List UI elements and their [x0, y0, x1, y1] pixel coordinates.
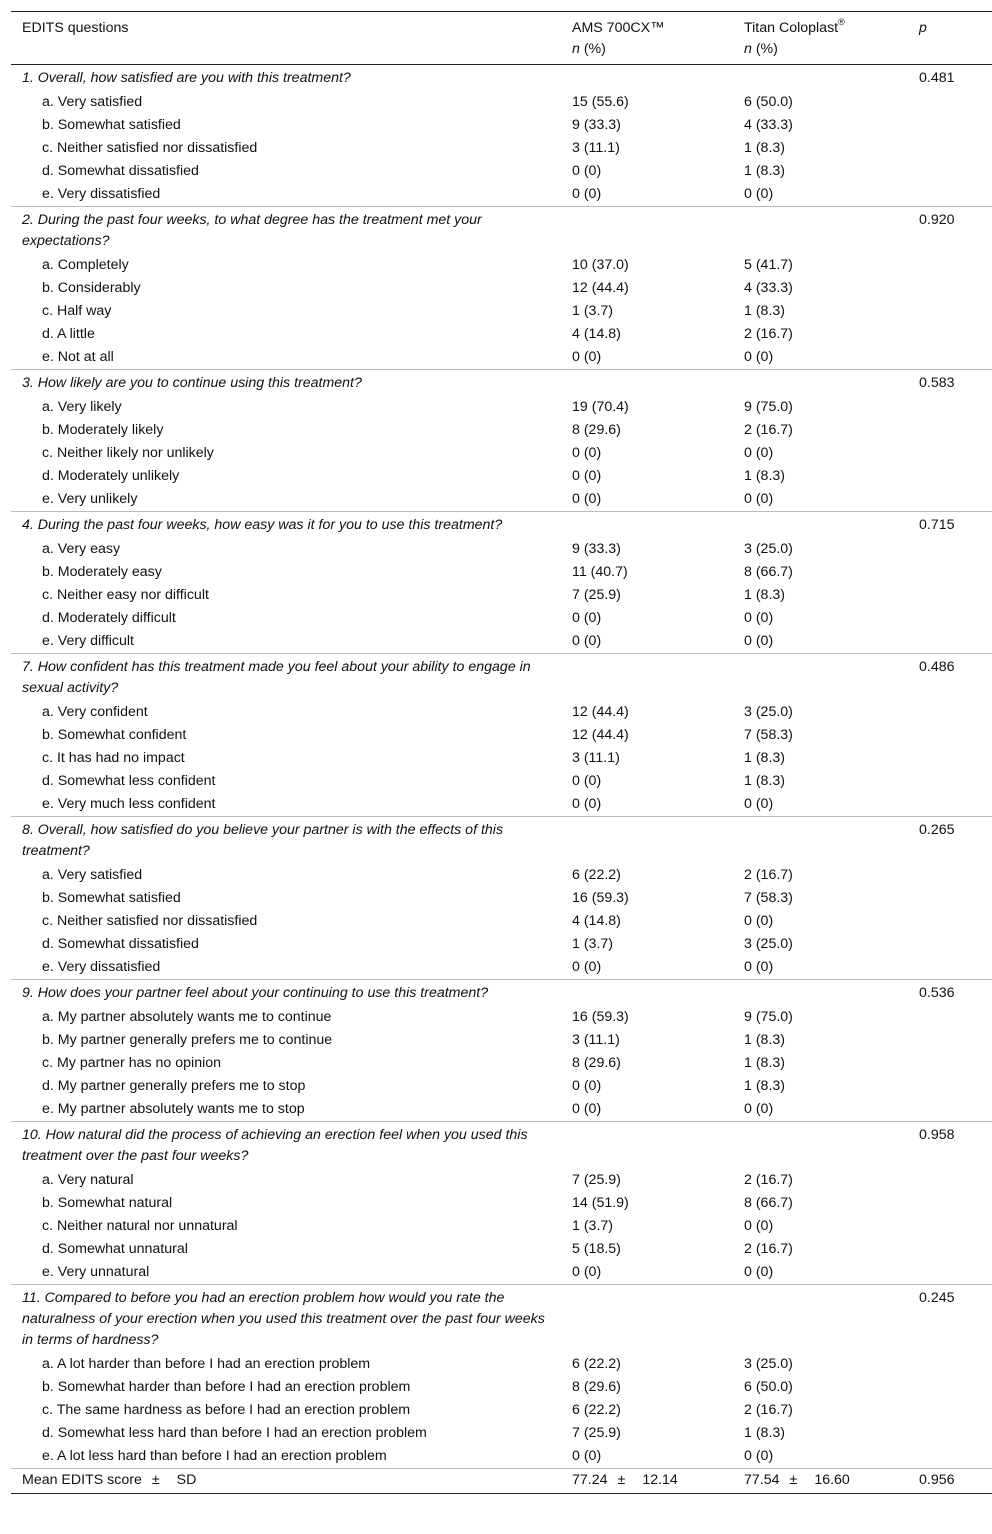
- option-ams-value: 6 (22.2): [572, 1402, 621, 1418]
- option-titan-value: 1 (8.3): [744, 1032, 786, 1048]
- question-row: [11, 654, 992, 702]
- option-row: [11, 1192, 992, 1215]
- option-label: d. A little: [42, 326, 95, 342]
- option-row: [11, 724, 992, 747]
- option-p-empty: [919, 254, 992, 277]
- option-label: d. My partner generally prefers me to stop: [42, 1078, 306, 1094]
- option-row: [11, 1075, 992, 1098]
- option-p-empty: [919, 561, 992, 584]
- option-p-empty: [919, 584, 992, 607]
- option-label: b. Somewhat natural: [42, 1195, 173, 1211]
- question-ams-empty: [572, 654, 744, 702]
- option-label: d. Moderately difficult: [42, 610, 176, 626]
- option-p-empty: [919, 1445, 992, 1469]
- table-footer: [11, 1469, 992, 1494]
- option-titan-value: 5 (41.7): [744, 257, 793, 273]
- option-p-empty: [919, 887, 992, 910]
- option-label: d. Somewhat unnatural: [42, 1241, 188, 1257]
- option-ams-value: 0 (0): [572, 1448, 602, 1464]
- option-ams-value: 0 (0): [572, 163, 602, 179]
- option-p-empty: [919, 1238, 992, 1261]
- option-label: d. Somewhat less hard than before I had an erection problem: [42, 1425, 427, 1441]
- option-row: [11, 910, 992, 933]
- option-titan-value: 0 (0): [744, 633, 774, 649]
- option-label: b. Somewhat satisfied: [42, 890, 181, 906]
- question-ams-empty: [572, 980, 744, 1007]
- option-titan-value: 0 (0): [744, 796, 774, 812]
- option-p-empty: [919, 1353, 992, 1376]
- option-row: [11, 465, 992, 488]
- option-ams-value: 19 (70.4): [572, 399, 629, 415]
- option-titan-value: 0 (0): [744, 959, 774, 975]
- option-titan-value: 1 (8.3): [744, 140, 786, 156]
- option-titan-value: 0 (0): [744, 349, 774, 365]
- option-p-empty: [919, 160, 992, 183]
- table-body: [11, 65, 992, 1469]
- option-label: c. My partner has no opinion: [42, 1055, 222, 1071]
- option-ams-value: 12 (44.4): [572, 727, 629, 743]
- option-row: [11, 91, 992, 114]
- header-p-value: p: [919, 20, 927, 36]
- option-titan-value: 0 (0): [744, 491, 774, 507]
- option-titan-value: 1 (8.3): [744, 163, 786, 179]
- edits-table: [11, 11, 992, 1494]
- option-ams-value: 8 (29.6): [572, 1379, 621, 1395]
- option-titan-value: 3 (25.0): [744, 704, 793, 720]
- option-label: c. Neither satisfied nor dissatisfied: [42, 140, 258, 156]
- question-p-value: 0.920: [919, 207, 992, 255]
- option-p-empty: [919, 1052, 992, 1075]
- option-p-empty: [919, 300, 992, 323]
- option-ams-value: 16 (59.3): [572, 1009, 629, 1025]
- option-row: [11, 1006, 992, 1029]
- question-text: 7. How confident has this treatment made you feel about your ability to engage in sexual activity?: [11, 654, 572, 702]
- option-ams-value: 0 (0): [572, 796, 602, 812]
- option-ams-value: 6 (22.2): [572, 1356, 621, 1372]
- option-row: [11, 300, 992, 323]
- question-ams-empty: [572, 370, 744, 397]
- option-p-empty: [919, 1399, 992, 1422]
- option-row: [11, 254, 992, 277]
- option-label: e. Very unlikely: [42, 491, 138, 507]
- question-text: 9. How does your partner feel about your continuing to use this treatment?: [11, 980, 572, 1007]
- question-p-value: 0.958: [919, 1122, 992, 1170]
- option-row: [11, 442, 992, 465]
- option-p-empty: [919, 538, 992, 561]
- header-ams-unit: n (%): [572, 41, 606, 57]
- option-titan-value: 7 (58.3): [744, 727, 793, 743]
- question-text: 8. Overall, how satisfied do you believe your partner is with the effects of this treatment?: [11, 817, 572, 865]
- option-row: [11, 607, 992, 630]
- option-label: c. It has had no impact: [42, 750, 185, 766]
- option-p-empty: [919, 630, 992, 654]
- option-ams-value: 1 (3.7): [572, 1218, 614, 1234]
- option-row: [11, 630, 992, 654]
- option-row: [11, 137, 992, 160]
- question-ams-empty: [572, 1285, 744, 1354]
- option-label: b. Moderately easy: [42, 564, 162, 580]
- option-row: [11, 1238, 992, 1261]
- option-ams-value: 0 (0): [572, 468, 602, 484]
- question-titan-empty: [744, 65, 919, 92]
- option-label: b. Somewhat satisfied: [42, 117, 181, 133]
- option-p-empty: [919, 488, 992, 512]
- question-row: [11, 817, 992, 865]
- option-titan-value: 3 (25.0): [744, 541, 793, 557]
- option-row: [11, 488, 992, 512]
- option-label: e. Very dissatisfied: [42, 186, 161, 202]
- option-p-empty: [919, 1075, 992, 1098]
- option-titan-value: 4 (33.3): [744, 117, 793, 133]
- option-row: [11, 584, 992, 607]
- question-ams-empty: [572, 1122, 744, 1170]
- option-ams-value: 9 (33.3): [572, 541, 621, 557]
- question-text: 10. How natural did the process of achieving an erection feel when you used this treatment over the past four weeks?: [11, 1122, 572, 1170]
- option-ams-value: 14 (51.9): [572, 1195, 629, 1211]
- option-ams-value: 0 (0): [572, 1078, 602, 1094]
- option-titan-value: 0 (0): [744, 913, 774, 929]
- option-row: [11, 701, 992, 724]
- question-ams-empty: [572, 512, 744, 539]
- option-ams-value: 0 (0): [572, 633, 602, 649]
- option-ams-value: 0 (0): [572, 1101, 602, 1117]
- option-ams-value: 7 (25.9): [572, 1425, 621, 1441]
- option-label: b. Somewhat confident: [42, 727, 187, 743]
- option-titan-value: 1 (8.3): [744, 1078, 786, 1094]
- option-p-empty: [919, 277, 992, 300]
- option-titan-value: 6 (50.0): [744, 1379, 793, 1395]
- option-label: a. A lot harder than before I had an erection problem: [42, 1356, 371, 1372]
- option-label: e. Very much less confident: [42, 796, 216, 812]
- question-row: [11, 207, 992, 255]
- header-titan-unit: n (%): [744, 41, 778, 57]
- question-row: [11, 512, 992, 539]
- option-row: [11, 277, 992, 300]
- option-label: c. The same hardness as before I had an erection problem: [42, 1402, 411, 1418]
- option-label: c. Neither natural nor unnatural: [42, 1218, 238, 1234]
- question-row: [11, 1285, 992, 1354]
- option-label: a. Very satisfied: [42, 94, 143, 110]
- option-titan-value: 3 (25.0): [744, 936, 793, 952]
- option-row: [11, 747, 992, 770]
- question-ams-empty: [572, 65, 744, 92]
- option-row: [11, 864, 992, 887]
- option-p-empty: [919, 770, 992, 793]
- option-row: [11, 1261, 992, 1285]
- option-ams-value: 8 (29.6): [572, 422, 621, 438]
- option-label: d. Somewhat less confident: [42, 773, 216, 789]
- option-row: [11, 1215, 992, 1238]
- mean-score-p: 0.956: [919, 1469, 992, 1494]
- option-label: e. My partner absolutely wants me to stop: [42, 1101, 305, 1117]
- mean-score-titan: 77.54 ± 16.60: [744, 1469, 919, 1494]
- edits-table-container: [11, 11, 981, 1494]
- option-ams-value: 12 (44.4): [572, 280, 629, 296]
- option-row: [11, 1169, 992, 1192]
- option-titan-value: 2 (16.7): [744, 1241, 793, 1257]
- question-titan-empty: [744, 1285, 919, 1354]
- option-row: [11, 346, 992, 370]
- option-titan-value: 7 (58.3): [744, 890, 793, 906]
- question-text: 2. During the past four weeks, to what degree has the treatment met your expectations?: [11, 207, 572, 255]
- table-header-row: [11, 12, 992, 65]
- option-titan-value: 0 (0): [744, 445, 774, 461]
- option-row: [11, 1445, 992, 1469]
- option-label: a. Very easy: [42, 541, 121, 557]
- option-row: [11, 114, 992, 137]
- question-p-value: 0.265: [919, 817, 992, 865]
- option-p-empty: [919, 724, 992, 747]
- option-ams-value: 15 (55.6): [572, 94, 629, 110]
- option-row: [11, 323, 992, 346]
- option-p-empty: [919, 956, 992, 980]
- question-titan-empty: [744, 817, 919, 865]
- option-titan-value: 1 (8.3): [744, 587, 786, 603]
- question-p-value: 0.536: [919, 980, 992, 1007]
- option-p-empty: [919, 442, 992, 465]
- option-titan-value: 1 (8.3): [744, 1055, 786, 1071]
- option-label: a. Very confident: [42, 704, 148, 720]
- option-label: b. Moderately likely: [42, 422, 164, 438]
- option-titan-value: 0 (0): [744, 610, 774, 626]
- option-label: c. Neither easy nor difficult: [42, 587, 209, 603]
- option-p-empty: [919, 1376, 992, 1399]
- option-ams-value: 3 (11.1): [572, 1032, 620, 1048]
- option-ams-value: 12 (44.4): [572, 704, 629, 720]
- option-titan-value: 1 (8.3): [744, 750, 786, 766]
- question-titan-empty: [744, 980, 919, 1007]
- header-ams-title: AMS 700CX™: [572, 20, 665, 36]
- option-row: [11, 1399, 992, 1422]
- option-p-empty: [919, 933, 992, 956]
- option-label: d. Moderately unlikely: [42, 468, 180, 484]
- option-p-empty: [919, 864, 992, 887]
- question-p-value: 0.486: [919, 654, 992, 702]
- option-titan-value: 2 (16.7): [744, 1402, 793, 1418]
- option-row: [11, 956, 992, 980]
- header-questions: EDITS questions: [22, 20, 129, 36]
- option-label: e. Very unnatural: [42, 1264, 150, 1280]
- option-ams-value: 11 (40.7): [572, 564, 628, 580]
- option-titan-value: 9 (75.0): [744, 399, 793, 415]
- option-ams-value: 0 (0): [572, 959, 602, 975]
- option-ams-value: 0 (0): [572, 491, 602, 507]
- option-titan-value: 1 (8.3): [744, 303, 786, 319]
- option-row: [11, 1422, 992, 1445]
- option-label: a. Completely: [42, 257, 129, 273]
- option-ams-value: 0 (0): [572, 773, 602, 789]
- option-row: [11, 770, 992, 793]
- option-ams-value: 0 (0): [572, 1264, 602, 1280]
- option-p-empty: [919, 1192, 992, 1215]
- header-titan-title: Titan Coloplast®: [744, 17, 845, 36]
- question-p-value: 0.481: [919, 70, 955, 86]
- question-p-value: 0.245: [919, 1285, 992, 1354]
- option-titan-value: 4 (33.3): [744, 280, 793, 296]
- option-titan-value: 8 (66.7): [744, 564, 793, 580]
- question-text: 1. Overall, how satisfied are you with this treatment?: [22, 70, 351, 86]
- option-ams-value: 0 (0): [572, 349, 602, 365]
- option-titan-value: 0 (0): [744, 1218, 774, 1234]
- option-p-empty: [919, 701, 992, 724]
- option-row: [11, 793, 992, 817]
- option-p-empty: [919, 1098, 992, 1122]
- option-titan-value: 9 (75.0): [744, 1009, 793, 1025]
- question-ams-empty: [572, 207, 744, 255]
- option-ams-value: 1 (3.7): [572, 303, 614, 319]
- option-label: c. Half way: [42, 303, 112, 319]
- option-row: [11, 561, 992, 584]
- question-text: 3. How likely are you to continue using this treatment?: [11, 370, 572, 397]
- option-row: [11, 1052, 992, 1075]
- option-label: c. Neither satisfied nor dissatisfied: [42, 913, 258, 929]
- option-label: a. Very natural: [42, 1172, 134, 1188]
- option-titan-value: 0 (0): [744, 1101, 774, 1117]
- option-ams-value: 5 (18.5): [572, 1241, 621, 1257]
- option-p-empty: [919, 1215, 992, 1238]
- option-label: a. Very satisfied: [42, 867, 143, 883]
- question-row: [11, 1122, 992, 1170]
- option-label: d. Somewhat dissatisfied: [42, 163, 199, 179]
- option-ams-value: 0 (0): [572, 445, 602, 461]
- option-row: [11, 396, 992, 419]
- option-p-empty: [919, 465, 992, 488]
- option-p-empty: [919, 1006, 992, 1029]
- option-titan-value: 1 (8.3): [744, 1425, 786, 1441]
- option-p-empty: [919, 396, 992, 419]
- option-p-empty: [919, 183, 992, 207]
- option-row: [11, 183, 992, 207]
- option-row: [11, 1098, 992, 1122]
- option-label: d. Somewhat dissatisfied: [42, 936, 199, 952]
- option-titan-value: 2 (16.7): [744, 1172, 793, 1188]
- option-p-empty: [919, 793, 992, 817]
- question-text: 11. Compared to before you had an erection problem how would you rate the naturalness of your erection when you used this treatment over the past four weeks in terms of hardness?: [11, 1285, 572, 1354]
- option-ams-value: 0 (0): [572, 610, 602, 626]
- option-label: a. Very likely: [42, 399, 122, 415]
- option-row: [11, 1376, 992, 1399]
- question-row: [11, 370, 992, 397]
- question-p-value: 0.583: [919, 370, 992, 397]
- question-titan-empty: [744, 1122, 919, 1170]
- option-label: e. A lot less hard than before I had an erection problem: [42, 1448, 387, 1464]
- option-titan-value: 2 (16.7): [744, 422, 793, 438]
- option-ams-value: 8 (29.6): [572, 1055, 621, 1071]
- option-ams-value: 3 (11.1): [572, 750, 620, 766]
- option-titan-value: 2 (16.7): [744, 867, 793, 883]
- mean-score-row: [11, 1469, 992, 1494]
- option-label: e. Very difficult: [42, 633, 135, 649]
- option-label: e. Not at all: [42, 349, 114, 365]
- option-ams-value: 4 (14.8): [572, 326, 621, 342]
- question-titan-empty: [744, 512, 919, 539]
- header-ams: [572, 12, 744, 65]
- option-ams-value: 10 (37.0): [572, 257, 629, 273]
- option-titan-value: 6 (50.0): [744, 94, 793, 110]
- option-titan-value: 2 (16.7): [744, 326, 793, 342]
- option-p-empty: [919, 137, 992, 160]
- option-ams-value: 4 (14.8): [572, 913, 621, 929]
- option-p-empty: [919, 1261, 992, 1285]
- option-label: b. Considerably: [42, 280, 141, 296]
- option-titan-value: 0 (0): [744, 186, 774, 202]
- option-titan-value: 1 (8.3): [744, 773, 786, 789]
- option-label: b. Somewhat harder than before I had an erection problem: [42, 1379, 411, 1395]
- option-p-empty: [919, 114, 992, 137]
- option-row: [11, 887, 992, 910]
- option-label: c. Neither likely nor unlikely: [42, 445, 214, 461]
- option-p-empty: [919, 747, 992, 770]
- option-row: [11, 160, 992, 183]
- option-label: e. Very dissatisfied: [42, 959, 161, 975]
- option-ams-value: 16 (59.3): [572, 890, 629, 906]
- option-p-empty: [919, 1029, 992, 1052]
- option-titan-value: 1 (8.3): [744, 468, 786, 484]
- option-ams-value: 1 (3.7): [572, 936, 614, 952]
- option-row: [11, 1029, 992, 1052]
- option-p-empty: [919, 607, 992, 630]
- option-ams-value: 7 (25.9): [572, 1172, 621, 1188]
- question-text: 4. During the past four weeks, how easy was it for you to use this treatment?: [11, 512, 572, 539]
- question-titan-empty: [744, 370, 919, 397]
- question-row: [11, 65, 992, 92]
- option-row: [11, 419, 992, 442]
- option-titan-value: 0 (0): [744, 1264, 774, 1280]
- option-p-empty: [919, 1422, 992, 1445]
- option-ams-value: 0 (0): [572, 186, 602, 202]
- question-ams-empty: [572, 817, 744, 865]
- option-p-empty: [919, 91, 992, 114]
- option-p-empty: [919, 323, 992, 346]
- option-ams-value: 7 (25.9): [572, 587, 621, 603]
- option-p-empty: [919, 419, 992, 442]
- option-titan-value: 8 (66.7): [744, 1195, 793, 1211]
- option-ams-value: 6 (22.2): [572, 867, 621, 883]
- option-p-empty: [919, 910, 992, 933]
- option-p-empty: [919, 346, 992, 370]
- header-titan: [744, 12, 919, 65]
- option-titan-value: 3 (25.0): [744, 1356, 793, 1372]
- question-row: [11, 980, 992, 1007]
- option-label: a. My partner absolutely wants me to continue: [42, 1009, 332, 1025]
- option-ams-value: 9 (33.3): [572, 117, 621, 133]
- mean-score-label: Mean EDITS score ± SD: [11, 1469, 572, 1494]
- option-row: [11, 538, 992, 561]
- question-titan-empty: [744, 654, 919, 702]
- option-row: [11, 933, 992, 956]
- question-p-value: 0.715: [919, 512, 992, 539]
- option-titan-value: 0 (0): [744, 1448, 774, 1464]
- option-ams-value: 3 (11.1): [572, 140, 620, 156]
- option-p-empty: [919, 1169, 992, 1192]
- option-row: [11, 1353, 992, 1376]
- question-titan-empty: [744, 207, 919, 255]
- option-label: b. My partner generally prefers me to continue: [42, 1032, 333, 1048]
- mean-score-ams: 77.24 ± 12.14: [572, 1469, 744, 1494]
